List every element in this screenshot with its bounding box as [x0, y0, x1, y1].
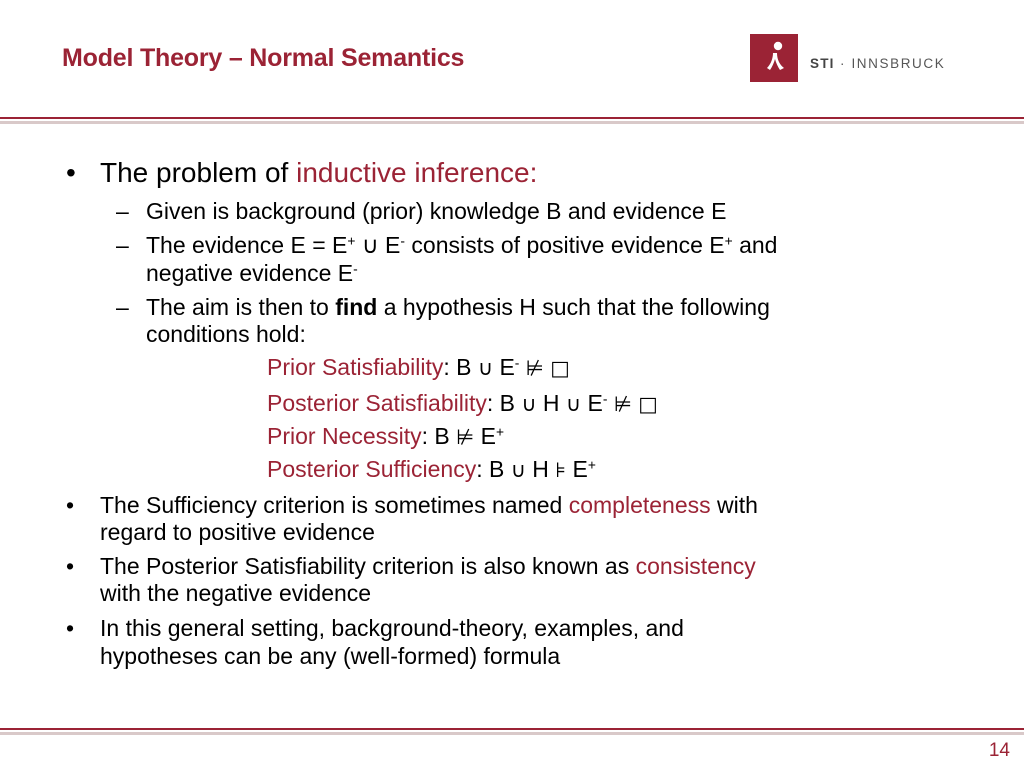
condition-prior-necessity: Prior Necessity: B ⊭ E+: [267, 423, 504, 449]
sti-logo: [750, 34, 798, 82]
page-number: 14: [988, 740, 1010, 761]
dash-bullet: –: [116, 232, 129, 258]
footer-rule-shadow: [0, 732, 1024, 735]
bullet-completeness: The Sufficiency criterion is sometimes named completeness with: [100, 492, 758, 518]
bullet-general-cont: hypotheses can be any (well-formed) formula: [100, 643, 561, 669]
bullet: •: [66, 157, 76, 188]
dash-bullet: –: [116, 294, 129, 320]
sub-item-evidence: The evidence E = E+ ∪ E- consists of positive evidence E+ and: [146, 232, 778, 258]
bullet: •: [66, 553, 75, 579]
highlight-consistency: consistency: [635, 553, 756, 579]
condition-posterior-sufficiency: Posterior Sufficiency: B ∪ H ⊧ E+: [267, 456, 596, 482]
sti-logo-icon: [750, 34, 798, 82]
highlight-inductive-inference: inductive inference:: [296, 157, 538, 188]
sub-item-background: Given is background (prior) knowledge B and evidence E: [146, 198, 727, 224]
sub-item-evidence-cont: negative evidence E-: [146, 260, 358, 286]
bullet-completeness-cont: regard to positive evidence: [100, 519, 375, 545]
slide-title: Model Theory – Normal Semantics: [62, 44, 465, 72]
bullet-consistency: The Posterior Satisfiability criterion is also known as consistency: [100, 553, 756, 579]
intro-line: The problem of inductive inference:: [100, 157, 538, 188]
bullet: •: [66, 615, 75, 641]
bullet: •: [66, 492, 75, 518]
dash-bullet: –: [116, 198, 129, 224]
sub-item-aim: The aim is then to find a hypothesis H such that the following: [146, 294, 770, 320]
header-rule-shadow: [0, 121, 1024, 124]
bullet-general: In this general setting, background-theory, examples, and: [100, 615, 684, 641]
condition-posterior-satisfiability: Posterior Satisfiability: B ∪ H ∪ E- ⊭ □: [267, 390, 658, 416]
footer-rule: [0, 728, 1024, 730]
sub-item-aim-cont: conditions hold:: [146, 321, 306, 347]
sti-logo-text: STI · INNSBRUCK: [810, 56, 946, 71]
header-rule: [0, 117, 1024, 119]
bullet-consistency-cont: with the negative evidence: [100, 580, 372, 606]
highlight-completeness: completeness: [568, 492, 711, 518]
condition-prior-satisfiability: Prior Satisfiability: B ∪ E- ⊭ □: [267, 354, 570, 380]
